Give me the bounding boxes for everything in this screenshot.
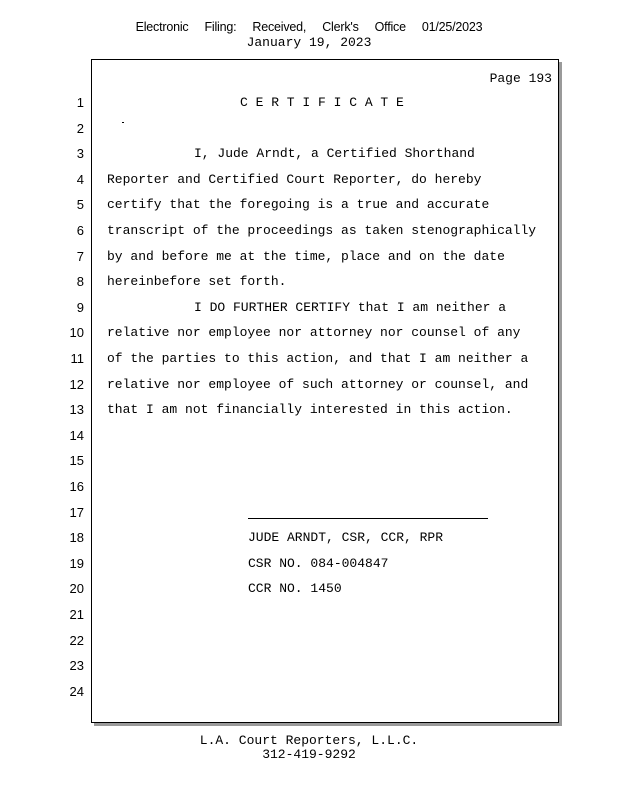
- transcript-line-text: CCR NO. 1450: [248, 581, 342, 596]
- line-number: 19: [69, 556, 84, 571]
- filing-word-4: Clerk's: [322, 20, 359, 34]
- line-number: 14: [69, 428, 84, 443]
- line-number: 5: [76, 197, 84, 212]
- line-number: 21: [69, 607, 84, 622]
- transcript-line-text: I, Jude Arndt, a Certified Shorthand: [194, 146, 475, 161]
- line-number: 12: [69, 377, 84, 392]
- line-number: 23: [69, 658, 84, 673]
- transcript-line-text: C E R T I F I C A T E: [240, 95, 404, 110]
- filing-word-3: Received,: [252, 20, 307, 34]
- transcript-line-text: that I am not financially interested in this action.: [107, 402, 513, 417]
- transcript-date: January 19, 2023: [246, 35, 372, 50]
- transcript-line-text: I DO FURTHER CERTIFY that I am neither a: [194, 300, 507, 315]
- line-number: 8: [76, 274, 84, 289]
- line-number: 11: [70, 351, 84, 366]
- signature-line: [248, 518, 488, 519]
- line-number: 15: [69, 453, 84, 468]
- line-number: 6: [76, 223, 84, 238]
- transcript-line-text: of the parties to this action, and that I am neither a: [107, 351, 529, 366]
- footer-company: L.A. Court Reporters, L.L.C.: [199, 733, 419, 748]
- page-number: Page 193: [489, 71, 552, 86]
- transcript-line-text: by and before me at the time, place and on the date: [107, 249, 505, 264]
- line-number: 18: [69, 530, 84, 545]
- line-number: 16: [69, 479, 84, 494]
- transcript-line-text: relative nor employee nor attorney nor counsel of any: [107, 325, 521, 340]
- line-number: 7: [76, 249, 84, 264]
- transcript-line-text: relative nor employee of such attorney or counsel, and: [107, 377, 529, 392]
- transcript-line-text: JUDE ARNDT, CSR, CCR, RPR: [248, 530, 444, 545]
- line-number: 9: [76, 300, 84, 315]
- line-number: 22: [69, 633, 84, 648]
- filing-word-1: Electronic: [135, 20, 189, 34]
- transcript-line-text: hereinbefore set forth.: [107, 274, 287, 289]
- footer-phone: 312-419-9292: [262, 747, 356, 762]
- line-number: 24: [69, 684, 84, 699]
- line-number: 13: [69, 402, 84, 417]
- line-number: 10: [69, 325, 84, 340]
- line-number: 4: [76, 172, 84, 187]
- stray-mark: [122, 122, 124, 123]
- transcript-line-text: transcript of the proceedings as taken stenographically: [107, 223, 537, 238]
- electronic-filing-stamp: [0, 20, 618, 34]
- line-number: 2: [76, 121, 84, 136]
- line-number: 20: [69, 581, 84, 596]
- line-number: 3: [76, 146, 84, 161]
- line-number: 17: [69, 505, 84, 520]
- filing-word-5: Office: [374, 20, 406, 34]
- transcript-line-text: CSR NO. 084-004847: [248, 556, 389, 571]
- transcript-line-text: Reporter and Certified Court Reporter, do hereby: [107, 172, 482, 187]
- filing-date: 01/25/2023: [421, 20, 483, 34]
- filing-word-2: Filing:: [204, 20, 237, 34]
- transcript-line-text: certify that the foregoing is a true and accurate: [107, 197, 490, 212]
- line-number: 1: [76, 95, 84, 110]
